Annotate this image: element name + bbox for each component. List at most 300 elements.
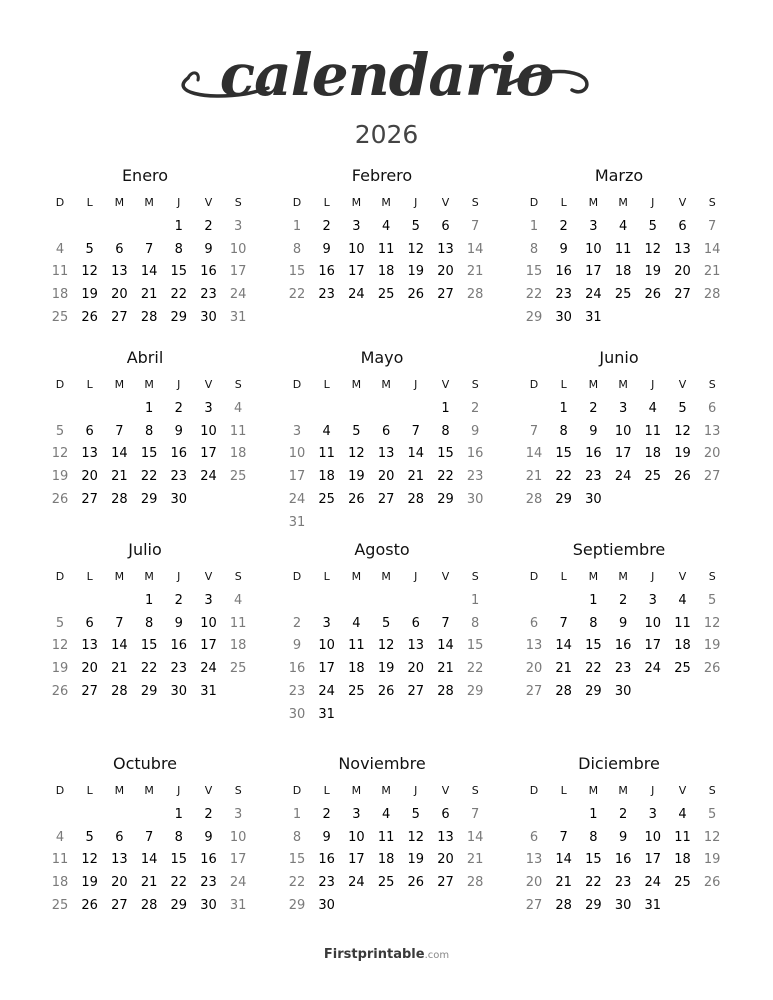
day-cell: 20	[111, 287, 128, 303]
day-cell: 31	[585, 309, 602, 325]
day-cell: 3	[322, 615, 331, 631]
weekday-header: M	[351, 570, 362, 583]
day-cell: 18	[377, 264, 395, 280]
day-cell: 19	[81, 287, 98, 303]
day-cell: 27	[525, 897, 543, 913]
day-cell: 25	[377, 875, 395, 891]
day-cell: 19	[674, 446, 691, 462]
day-cell: 23	[318, 287, 335, 303]
day-cell: 3	[352, 807, 361, 822]
weekday-header: L	[86, 196, 93, 209]
month-name: Agosto	[354, 540, 410, 559]
weekday-header: J	[414, 570, 418, 583]
day-cell: 18	[348, 661, 365, 677]
day-cell: 1	[589, 807, 598, 822]
day-cell: 14	[140, 264, 158, 280]
weekday-header: V	[441, 570, 450, 583]
weekday-header: M	[618, 378, 628, 391]
day-cell: 28	[140, 897, 158, 913]
day-cell: 8	[589, 615, 598, 631]
weekday-header: M	[381, 784, 391, 797]
weekday-header: M	[114, 196, 125, 209]
day-cell: 1	[559, 401, 568, 416]
day-cell: 22	[288, 875, 306, 891]
day-cell: 9	[589, 423, 598, 439]
day-cell: 6	[708, 401, 717, 416]
day-cell: 11	[377, 241, 395, 257]
day-cell: 7	[559, 615, 568, 631]
day-cell: 25	[229, 469, 247, 485]
day-cell: 22	[585, 661, 602, 677]
day-cell: 9	[292, 638, 302, 654]
day-cell: 20	[674, 264, 691, 280]
weekday-header: M	[381, 570, 391, 583]
page-title: calendario	[219, 41, 554, 109]
day-cell: 18	[318, 469, 335, 485]
weekday-header: J	[177, 570, 181, 583]
day-cell: 2	[174, 593, 183, 608]
day-cell: 26	[703, 661, 721, 677]
day-cell: 9	[174, 615, 183, 631]
day-cell: 28	[466, 287, 484, 303]
day-cell: 8	[559, 423, 568, 439]
day-cell: 24	[614, 469, 632, 485]
day-cell: 8	[589, 829, 598, 845]
day-cell: 6	[115, 829, 124, 845]
weekday-header: D	[292, 196, 302, 209]
day-cell: 16	[318, 852, 335, 868]
day-cell: 24	[288, 491, 306, 507]
day-cell: 6	[529, 615, 539, 631]
day-cell: 8	[292, 829, 302, 845]
page-header	[0, 0, 773, 120]
weekday-header: V	[441, 378, 450, 391]
day-cell: 1	[144, 593, 154, 608]
day-cell: 27	[81, 491, 98, 507]
day-cell: 12	[51, 446, 69, 462]
day-cell: 22	[555, 469, 572, 485]
day-cell: 3	[292, 423, 302, 439]
day-cell: 28	[525, 491, 543, 507]
day-cell: 9	[618, 615, 628, 631]
day-cell: 8	[471, 615, 480, 631]
weekday-header: M	[588, 784, 599, 797]
weekday-header: D	[529, 378, 539, 391]
day-cell: 5	[352, 423, 361, 439]
day-cell: 12	[407, 829, 425, 845]
weekday-header: V	[678, 196, 687, 209]
day-cell: 9	[618, 829, 628, 845]
day-cell: 3	[234, 219, 243, 234]
month-name: Marzo	[594, 166, 644, 185]
day-cell: 17	[200, 638, 217, 654]
day-cell: 20	[111, 875, 128, 891]
day-cell: 17	[348, 852, 365, 868]
day-cell: 24	[585, 287, 602, 303]
day-cell: 29	[140, 491, 158, 507]
day-cell: 24	[644, 875, 662, 891]
day-cell: 24	[348, 287, 365, 303]
day-cell: 14	[555, 852, 572, 868]
day-cell: 30	[170, 683, 188, 699]
weekday-header: D	[55, 196, 65, 209]
weekday-header: S	[234, 196, 242, 209]
day-cell: 2	[471, 401, 480, 416]
day-cell: 4	[352, 615, 361, 631]
weekday-header: V	[678, 378, 687, 391]
day-cell: 8	[292, 241, 302, 257]
day-cell: 1	[174, 219, 183, 234]
day-cell: 10	[200, 423, 217, 439]
weekday-header: L	[560, 570, 567, 583]
day-cell: 29	[585, 683, 602, 699]
day-cell: 14	[703, 241, 721, 257]
day-cell: 5	[411, 219, 420, 234]
day-cell: 11	[674, 615, 691, 631]
day-cell: 7	[441, 615, 450, 631]
day-cell: 31	[318, 706, 335, 722]
day-cell: 29	[466, 683, 484, 699]
day-cell: 10	[644, 829, 662, 845]
weekday-header: M	[144, 570, 154, 583]
day-cell: 17	[585, 264, 602, 280]
day-cell: 14	[437, 638, 454, 654]
day-cell: 26	[348, 491, 365, 507]
day-cell: 3	[204, 593, 213, 608]
day-cell: 3	[204, 401, 213, 416]
day-cell: 5	[85, 829, 94, 845]
day-cell: 23	[466, 469, 484, 485]
day-cell: 20	[525, 875, 543, 891]
day-cell: 29	[585, 897, 602, 913]
day-cell: 22	[170, 287, 188, 303]
day-cell: 5	[648, 219, 657, 234]
day-cell: 26	[407, 287, 425, 303]
day-cell: 21	[703, 264, 721, 280]
day-cell: 7	[115, 615, 124, 631]
day-cell: 15	[525, 264, 543, 280]
day-cell: 5	[678, 401, 687, 416]
day-cell: 24	[644, 661, 662, 677]
day-cell: 14	[466, 241, 484, 257]
day-cell: 13	[377, 446, 395, 462]
day-cell: 16	[585, 446, 602, 462]
weekday-header: J	[651, 784, 655, 797]
day-cell: 15	[170, 852, 188, 868]
day-cell: 6	[678, 219, 687, 234]
weekday-header: L	[86, 570, 93, 583]
weekday-header: V	[204, 784, 213, 797]
day-cell: 21	[437, 661, 454, 677]
weekday-header: L	[323, 378, 330, 391]
day-cell: 15	[288, 852, 306, 868]
day-cell: 15	[466, 638, 484, 654]
day-cell: 18	[377, 852, 395, 868]
day-cell: 16	[170, 446, 188, 462]
weekday-header: D	[529, 784, 539, 797]
day-cell: 27	[674, 287, 691, 303]
day-cell: 22	[525, 287, 543, 303]
day-cell: 27	[111, 309, 128, 325]
day-cell: 30	[170, 491, 188, 507]
day-cell: 1	[292, 807, 302, 822]
weekday-header: L	[86, 784, 93, 797]
weekday-header: J	[177, 784, 181, 797]
day-cell: 14	[407, 446, 425, 462]
day-cell: 9	[204, 829, 213, 845]
day-cell: 12	[674, 423, 691, 439]
day-cell: 12	[81, 264, 98, 280]
day-cell: 5	[85, 241, 94, 257]
day-cell: 21	[111, 661, 128, 677]
day-cell: 8	[529, 241, 539, 257]
weekday-header: M	[351, 784, 362, 797]
footer-brand: Firstprintable	[323, 947, 425, 962]
day-cell: 10	[200, 615, 217, 631]
weekday-header: S	[708, 196, 716, 209]
day-cell: 25	[318, 491, 335, 507]
day-cell: 3	[618, 401, 628, 416]
day-cell: 25	[674, 875, 691, 891]
day-cell: 12	[407, 241, 425, 257]
day-cell: 7	[144, 829, 154, 845]
day-cell: 16	[466, 446, 484, 462]
day-cell: 30	[585, 491, 602, 507]
day-cell: 22	[288, 287, 306, 303]
weekday-header: V	[678, 570, 687, 583]
day-cell: 21	[555, 875, 572, 891]
day-cell: 10	[229, 241, 247, 257]
day-cell: 23	[614, 661, 632, 677]
weekday-header: V	[678, 784, 687, 797]
day-cell: 20	[81, 661, 98, 677]
weekday-header: D	[529, 196, 539, 209]
day-cell: 8	[144, 423, 154, 439]
day-cell: 4	[678, 807, 687, 822]
day-cell: 10	[288, 446, 306, 462]
weekday-header: M	[381, 378, 391, 391]
day-cell: 10	[644, 615, 662, 631]
weekday-header: L	[560, 784, 567, 797]
month-name: Julio	[128, 540, 162, 559]
day-cell: 18	[229, 638, 247, 654]
day-cell: 11	[614, 241, 632, 257]
day-cell: 23	[170, 469, 188, 485]
day-cell: 31	[288, 514, 306, 530]
day-cell: 6	[529, 829, 539, 845]
day-cell: 24	[318, 683, 335, 699]
day-cell: 13	[674, 241, 691, 257]
day-cell: 6	[441, 807, 450, 822]
day-cell: 20	[437, 852, 454, 868]
weekday-header: M	[351, 196, 362, 209]
day-cell: 11	[51, 852, 69, 868]
day-cell: 26	[81, 897, 98, 913]
day-cell: 16	[318, 264, 335, 280]
day-cell: 3	[648, 593, 657, 608]
day-cell: 25	[51, 897, 69, 913]
day-cell: 18	[614, 264, 632, 280]
day-cell: 15	[170, 264, 188, 280]
day-cell: 5	[381, 615, 391, 631]
day-cell: 7	[559, 829, 568, 845]
day-cell: 30	[555, 309, 572, 325]
weekday-header: D	[55, 570, 65, 583]
day-cell: 30	[200, 309, 217, 325]
day-cell: 9	[559, 241, 568, 257]
day-cell: 10	[318, 638, 335, 654]
day-cell: 9	[174, 423, 183, 439]
day-cell: 7	[115, 423, 124, 439]
day-cell: 6	[441, 219, 450, 234]
day-cell: 16	[614, 638, 632, 654]
day-cell: 7	[471, 219, 480, 234]
day-cell: 9	[322, 829, 331, 845]
day-cell: 14	[466, 829, 484, 845]
day-cell: 13	[703, 423, 721, 439]
day-cell: 23	[318, 875, 335, 891]
day-cell: 12	[81, 852, 98, 868]
weekday-header: M	[114, 784, 125, 797]
day-cell: 26	[703, 875, 721, 891]
day-cell: 22	[170, 875, 188, 891]
weekday-header: L	[323, 196, 330, 209]
day-cell: 15	[140, 638, 158, 654]
day-cell: 25	[229, 661, 247, 677]
day-cell: 2	[559, 219, 568, 234]
month-name: Diciembre	[578, 754, 660, 773]
day-cell: 14	[111, 446, 128, 462]
weekday-header: D	[292, 378, 302, 391]
day-cell: 6	[85, 615, 94, 631]
day-cell: 21	[466, 852, 484, 868]
weekday-header: V	[441, 784, 450, 797]
day-cell: 16	[555, 264, 572, 280]
day-cell: 4	[322, 423, 331, 439]
day-cell: 21	[111, 469, 128, 485]
day-cell: 18	[51, 875, 69, 891]
day-cell: 23	[288, 683, 306, 699]
day-cell: 17	[318, 661, 335, 677]
day-cell: 9	[204, 241, 213, 257]
day-cell: 20	[525, 661, 543, 677]
day-cell: 5	[55, 615, 65, 631]
day-cell: 7	[708, 219, 717, 234]
weekday-header: M	[114, 378, 125, 391]
day-cell: 28	[140, 309, 158, 325]
day-cell: 26	[674, 469, 691, 485]
weekday-header: J	[414, 196, 418, 209]
weekday-header: M	[144, 378, 154, 391]
day-cell: 12	[703, 829, 721, 845]
weekday-header: L	[560, 378, 567, 391]
day-cell: 29	[437, 491, 454, 507]
day-cell: 30	[318, 897, 335, 913]
day-cell: 25	[644, 469, 662, 485]
day-cell: 19	[51, 661, 69, 677]
weekday-header: D	[292, 784, 302, 797]
day-cell: 13	[437, 241, 454, 257]
weekday-header: D	[292, 570, 302, 583]
day-cell: 23	[200, 875, 217, 891]
weekday-header: L	[86, 378, 93, 391]
day-cell: 22	[466, 661, 484, 677]
weekday-header: J	[651, 570, 655, 583]
day-cell: 15	[555, 446, 572, 462]
day-cell: 29	[170, 309, 188, 325]
weekday-header: J	[414, 378, 418, 391]
day-cell: 21	[407, 469, 425, 485]
day-cell: 30	[466, 491, 484, 507]
weekday-header: J	[651, 196, 655, 209]
footer-tld: .com	[424, 950, 450, 961]
weekday-header: L	[323, 570, 330, 583]
day-cell: 22	[140, 661, 158, 677]
day-cell: 28	[407, 491, 425, 507]
day-cell: 21	[466, 264, 484, 280]
day-cell: 31	[200, 683, 217, 699]
day-cell: 24	[200, 661, 217, 677]
day-cell: 1	[292, 219, 302, 234]
day-cell: 11	[318, 446, 335, 462]
day-cell: 4	[55, 829, 65, 845]
day-cell: 27	[81, 683, 98, 699]
weekday-header: J	[414, 784, 418, 797]
day-cell: 8	[441, 423, 450, 439]
day-cell: 13	[525, 852, 543, 868]
day-cell: 20	[81, 469, 98, 485]
day-cell: 27	[377, 491, 395, 507]
month-name: Septiembre	[572, 540, 666, 559]
day-cell: 3	[589, 219, 598, 234]
day-cell: 2	[322, 807, 331, 822]
weekday-header: S	[471, 570, 479, 583]
day-cell: 26	[644, 287, 662, 303]
day-cell: 2	[292, 615, 302, 631]
day-cell: 19	[81, 875, 98, 891]
day-cell: 29	[288, 897, 306, 913]
day-cell: 5	[708, 807, 717, 822]
day-cell: 6	[115, 241, 124, 257]
weekday-header: M	[381, 196, 391, 209]
day-cell: 31	[644, 897, 662, 913]
day-cell: 2	[322, 219, 331, 234]
month-name: Enero	[121, 166, 169, 185]
day-cell: 17	[200, 446, 217, 462]
weekday-header: S	[471, 378, 479, 391]
day-cell: 17	[644, 852, 662, 868]
weekday-header: V	[204, 378, 213, 391]
weekday-header: D	[55, 378, 65, 391]
day-cell: 1	[144, 401, 154, 416]
day-cell: 11	[377, 829, 395, 845]
day-cell: 17	[614, 446, 632, 462]
day-cell: 23	[585, 469, 602, 485]
day-cell: 19	[407, 264, 425, 280]
day-cell: 15	[437, 446, 454, 462]
day-cell: 30	[288, 706, 306, 722]
day-cell: 17	[288, 469, 306, 485]
day-cell: 27	[703, 469, 721, 485]
day-cell: 19	[407, 852, 425, 868]
day-cell: 4	[55, 241, 65, 257]
day-cell: 24	[200, 469, 217, 485]
day-cell: 5	[55, 423, 65, 439]
weekday-header: M	[618, 784, 628, 797]
day-cell: 6	[411, 615, 420, 631]
year-label: 2026	[354, 120, 419, 149]
day-cell: 3	[234, 807, 243, 822]
